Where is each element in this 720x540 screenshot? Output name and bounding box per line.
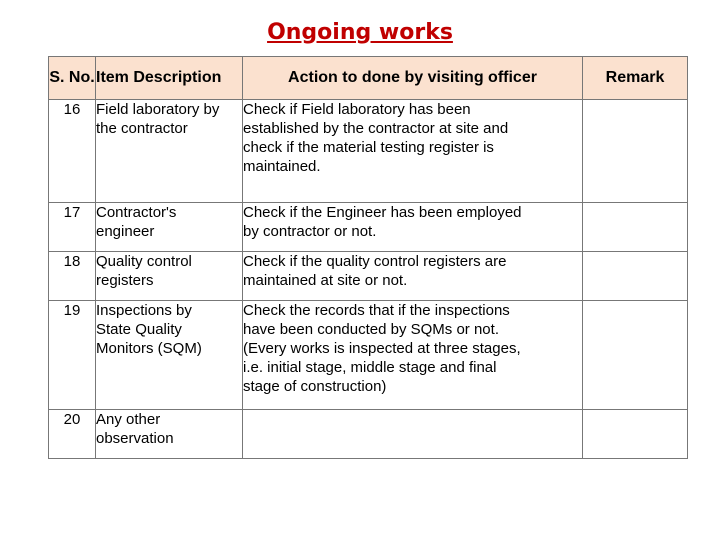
action-cell: Check the records that if the inspections have been conducted by SQMs or not. (Every works is inspected at three stages, i.e. initial stage, middle stage and final stage of construction): [243, 301, 583, 410]
row-number: 19: [49, 301, 96, 410]
action-cell: Check if the quality control registers are maintained at site or not.: [243, 252, 583, 301]
remark-cell: [583, 410, 688, 459]
remark-cell: [583, 301, 688, 410]
page-title: Ongoing works: [267, 20, 453, 45]
item-description-cell: Contractor's engineer: [96, 203, 243, 252]
ongoing-works-table: [48, 56, 688, 459]
action-cell: [243, 410, 583, 459]
header-item-description: Item Description: [96, 57, 243, 100]
action-cell: Check if Field laboratory has been established by the contractor at site and check if the material testing register is maintained.: [243, 100, 583, 203]
header-sno: S. No.: [49, 57, 96, 100]
table-row: [49, 410, 688, 459]
table-row: [49, 203, 688, 252]
row-number: 18: [49, 252, 96, 301]
item-description-cell: Inspections by State Quality Monitors (SQM): [96, 301, 243, 410]
remark-cell: [583, 203, 688, 252]
remark-cell: [583, 252, 688, 301]
row-number: 17: [49, 203, 96, 252]
item-description-cell: Any other observation: [96, 410, 243, 459]
table-header-row: [49, 57, 688, 100]
item-description-cell: Field laboratory by the contractor: [96, 100, 243, 203]
header-remark: Remark: [583, 57, 688, 100]
item-description-cell: Quality control registers: [96, 252, 243, 301]
table-row: [49, 100, 688, 203]
header-action: Action to done by visiting officer: [243, 57, 583, 100]
row-number: 20: [49, 410, 96, 459]
table-row: [49, 301, 688, 410]
row-number: 16: [49, 100, 96, 203]
action-cell: Check if the Engineer has been employed by contractor or not.: [243, 203, 583, 252]
table-row: [49, 252, 688, 301]
remark-cell: [583, 100, 688, 203]
